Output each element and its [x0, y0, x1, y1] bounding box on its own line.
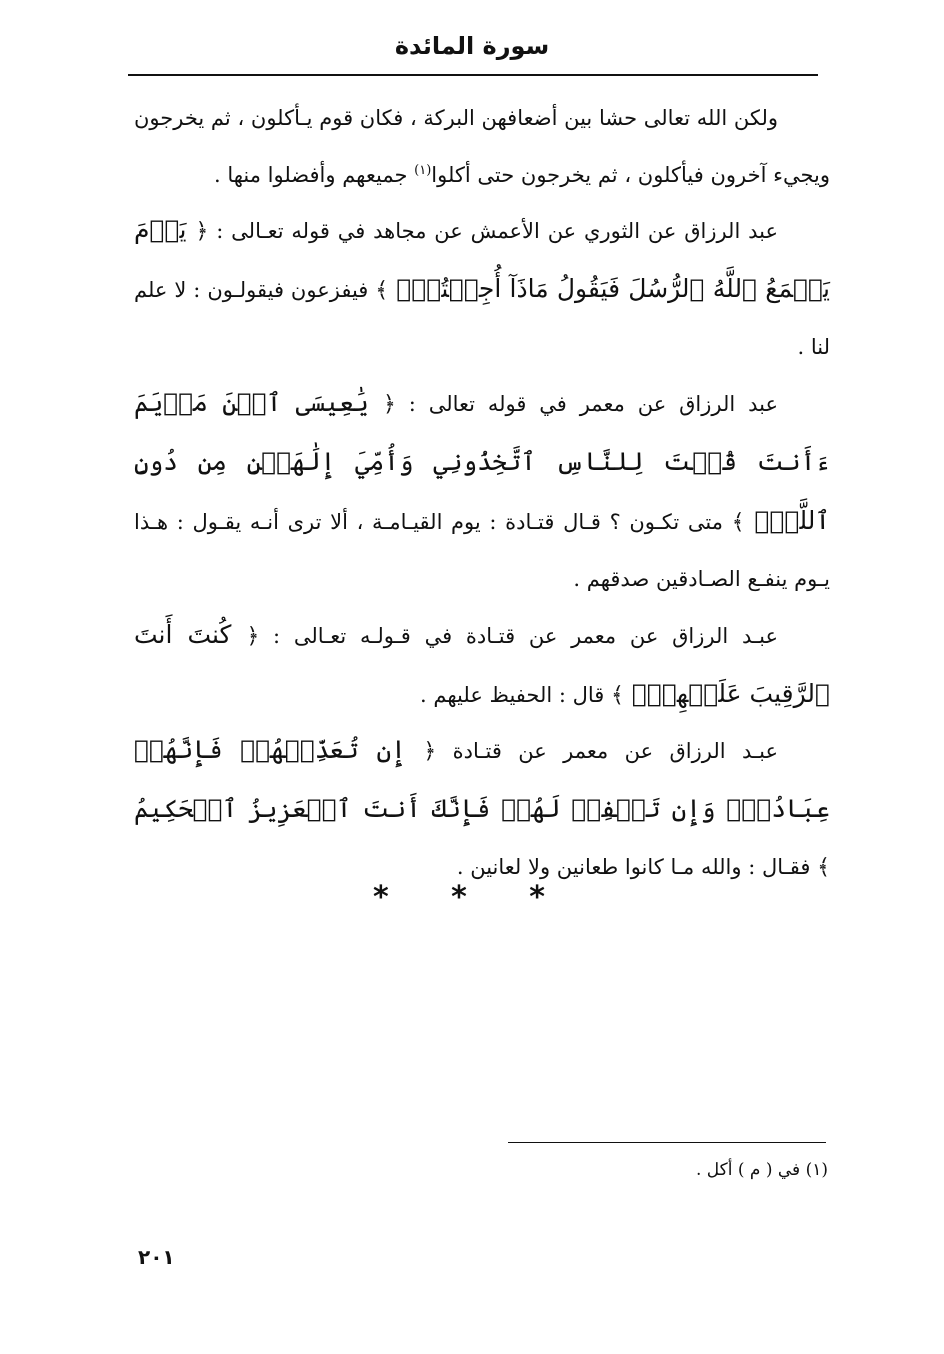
paragraph-text: قال : الحفيظ عليهم .: [420, 683, 612, 707]
quran-verse: يَوۡمَ يَجۡمَعُ ٱللَّهُ ٱلرُّسُلَ فَيَقُولُ مَاذَآ أُجِبۡتُمۡۖ: [134, 215, 830, 303]
paragraph-text: عبـد الرزاق عن معمر عن قتـادة: [436, 739, 779, 763]
paragraph-text: عبـد الرزاق عن معمر عن قتـادة في قـولـه تعـالى :: [259, 624, 778, 648]
paragraph-4: [134, 606, 830, 724]
paragraph-text: فقـال : والله مـا كانوا طعانين ولا لعانين .: [456, 855, 818, 879]
quran-bracket-open: ﴿: [246, 624, 260, 649]
quran-bracket-close: ﴾: [731, 510, 745, 535]
footnote-rule: [508, 1142, 826, 1143]
paragraph-text: جميعهم وأفضلوا منها .: [213, 163, 415, 187]
paragraph-text: عبد الرزاق عن معمر في قوله تعالى :: [395, 392, 778, 416]
quran-bracket-close: ﴾: [611, 683, 624, 708]
paragraph-text: متى تكـون ؟ قـال قتـادة : يوم القيـامـة ، ألا ترى أنـه يقـول : هـذا يـوم ينفـع الصـادقين صدقهم .: [134, 510, 830, 591]
paragraph-5: [134, 721, 830, 896]
quran-bracket-close: ﴾: [817, 855, 830, 880]
quran-bracket-open: ﴿: [195, 219, 209, 244]
section-separator: * * *: [373, 880, 571, 915]
paragraph-3: [134, 374, 830, 608]
quran-bracket-open: ﴿: [382, 392, 396, 417]
quran-verse: يَٰعِيسَى ٱبۡنَ مَرۡيَمَ ءَأَنتَ قُلۡتَ لِلنَّاسِ ٱتَّخِذُونِي وَأُمِّيَ إِلَٰهَيۡنِ مِن دُونِ ٱللَّهِۖ: [134, 388, 831, 535]
page-number: ٢٠١: [138, 1245, 175, 1269]
quran-verse: إِن تُعَذِّبۡهُمۡ فَإِنَّهُمۡ عِبَادُكَۖ وَإِن تَغۡفِرۡ لَهُمۡ فَإِنَّكَ أَنتَ ٱلۡعَزِيزُ ٱلۡحَكِيمُ: [134, 735, 830, 823]
paragraph-text: فيفزعون فيقولـون : لا علم لنا .: [134, 278, 830, 359]
quran-bracket-close: ﴾: [375, 278, 389, 303]
paragraph-text: عبد الرزاق عن الثوري عن الأعمش عن مجاهد في قوله تعـالى :: [208, 219, 778, 243]
quran-bracket-open: ﴿: [423, 739, 437, 764]
quran-verse: كُنتَ أَنتَ ٱلرَّقِيبَ عَلَيۡهِمۡۚ: [134, 620, 830, 708]
paragraph-1: [134, 90, 830, 204]
header-rule: [128, 74, 818, 76]
main-text: [134, 90, 830, 896]
page-header-title: سورة المائدة: [394, 32, 550, 60]
footnote: (١) في ( م ) أكل .: [695, 1160, 828, 1180]
paragraph-text: ولكن الله تعالى حشا بين أضعافهن البركة ، فكان قوم يـأكلون ، ثم يخرجون ويجيء آخرون فيأكلون ، ثم يخرجون حتى أكلوا: [134, 106, 830, 187]
paragraph-2: [134, 201, 830, 376]
footnote-reference: (١): [414, 163, 432, 178]
